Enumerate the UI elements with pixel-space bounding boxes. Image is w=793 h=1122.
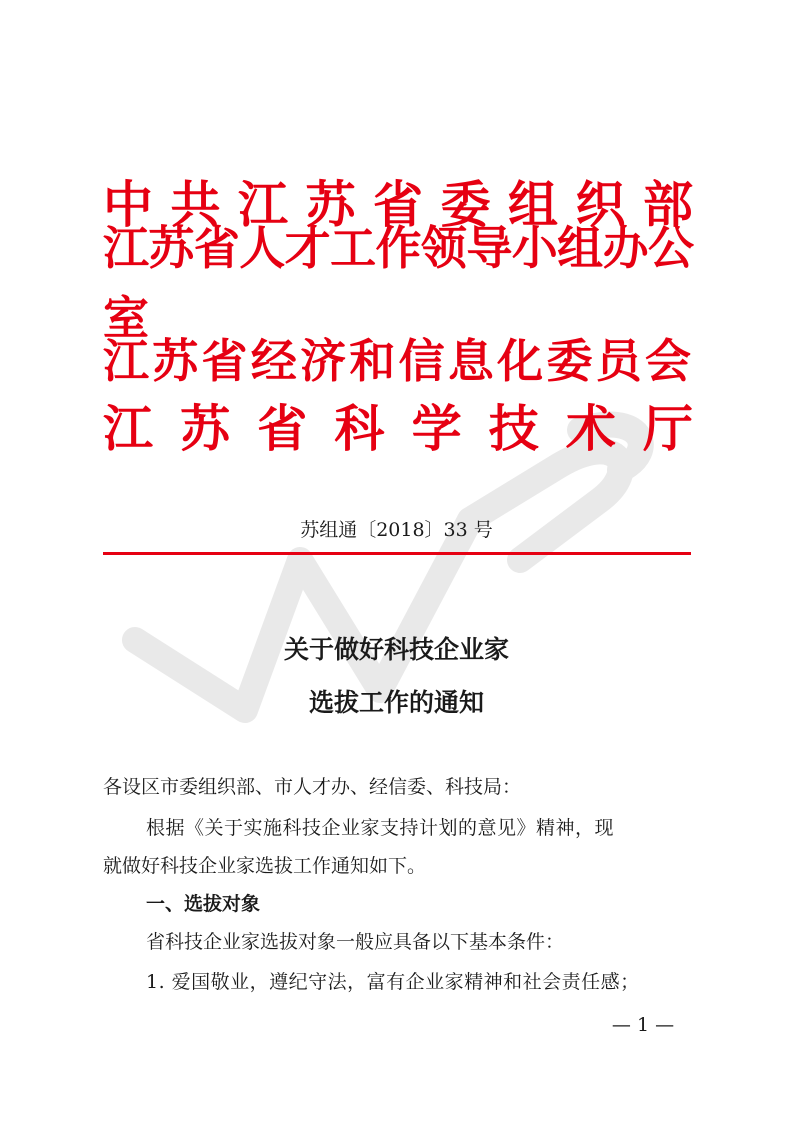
header-text: 江苏省经济和信息化委员会: [103, 334, 693, 388]
header-char: 术: [565, 399, 616, 458]
header-char: 组: [508, 175, 558, 234]
header-char: 中: [103, 175, 153, 234]
header-char: 江: [238, 175, 288, 234]
body-paragraph-line-2: 就做好科技企业家选拔工作通知如下。: [103, 855, 427, 877]
header-char: 技: [488, 399, 539, 458]
header-char: 学: [411, 399, 462, 458]
header-char: 苏: [180, 399, 231, 458]
document-number: 苏组通〔2018〕33 号: [300, 519, 493, 541]
condition-item-1: 1. 爱国敬业，遵纪守法，富有企业家精神和社会责任感；: [146, 971, 640, 993]
header-char: 委: [440, 175, 491, 234]
header-char: 省: [257, 399, 308, 458]
header-char: 共: [170, 175, 221, 234]
page-number: — 1 —: [611, 1014, 675, 1036]
header-char: 厅: [642, 399, 693, 458]
document-title-line-1: 关于做好科技企业家: [283, 635, 509, 664]
header-char: 科: [334, 399, 385, 458]
header-char: 部: [643, 175, 693, 234]
red-divider-line: [103, 552, 691, 555]
section-heading: 一、选拔对象: [146, 893, 261, 915]
header-text: 江苏省人才工作领导小组办公室: [103, 221, 693, 345]
body-paragraph-line-1: 根据《关于实施科技企业家支持计划的意见》精神，现: [146, 817, 615, 839]
header-line-2: [103, 221, 693, 345]
header-line-3: [103, 326, 693, 396]
section-intro: 省科技企业家选拔对象一般应具备以下基本条件：: [146, 931, 565, 953]
header-char: 苏: [305, 175, 356, 234]
document-title-line-2: 选拔工作的通知: [308, 688, 484, 717]
header-char: 织: [575, 175, 626, 234]
salutation: 各设区市委组织部、市人才办、经信委、科技局：: [103, 776, 522, 798]
header-line-4: [103, 394, 693, 464]
header-char: 江: [103, 399, 153, 458]
header-char: 省: [373, 175, 423, 234]
